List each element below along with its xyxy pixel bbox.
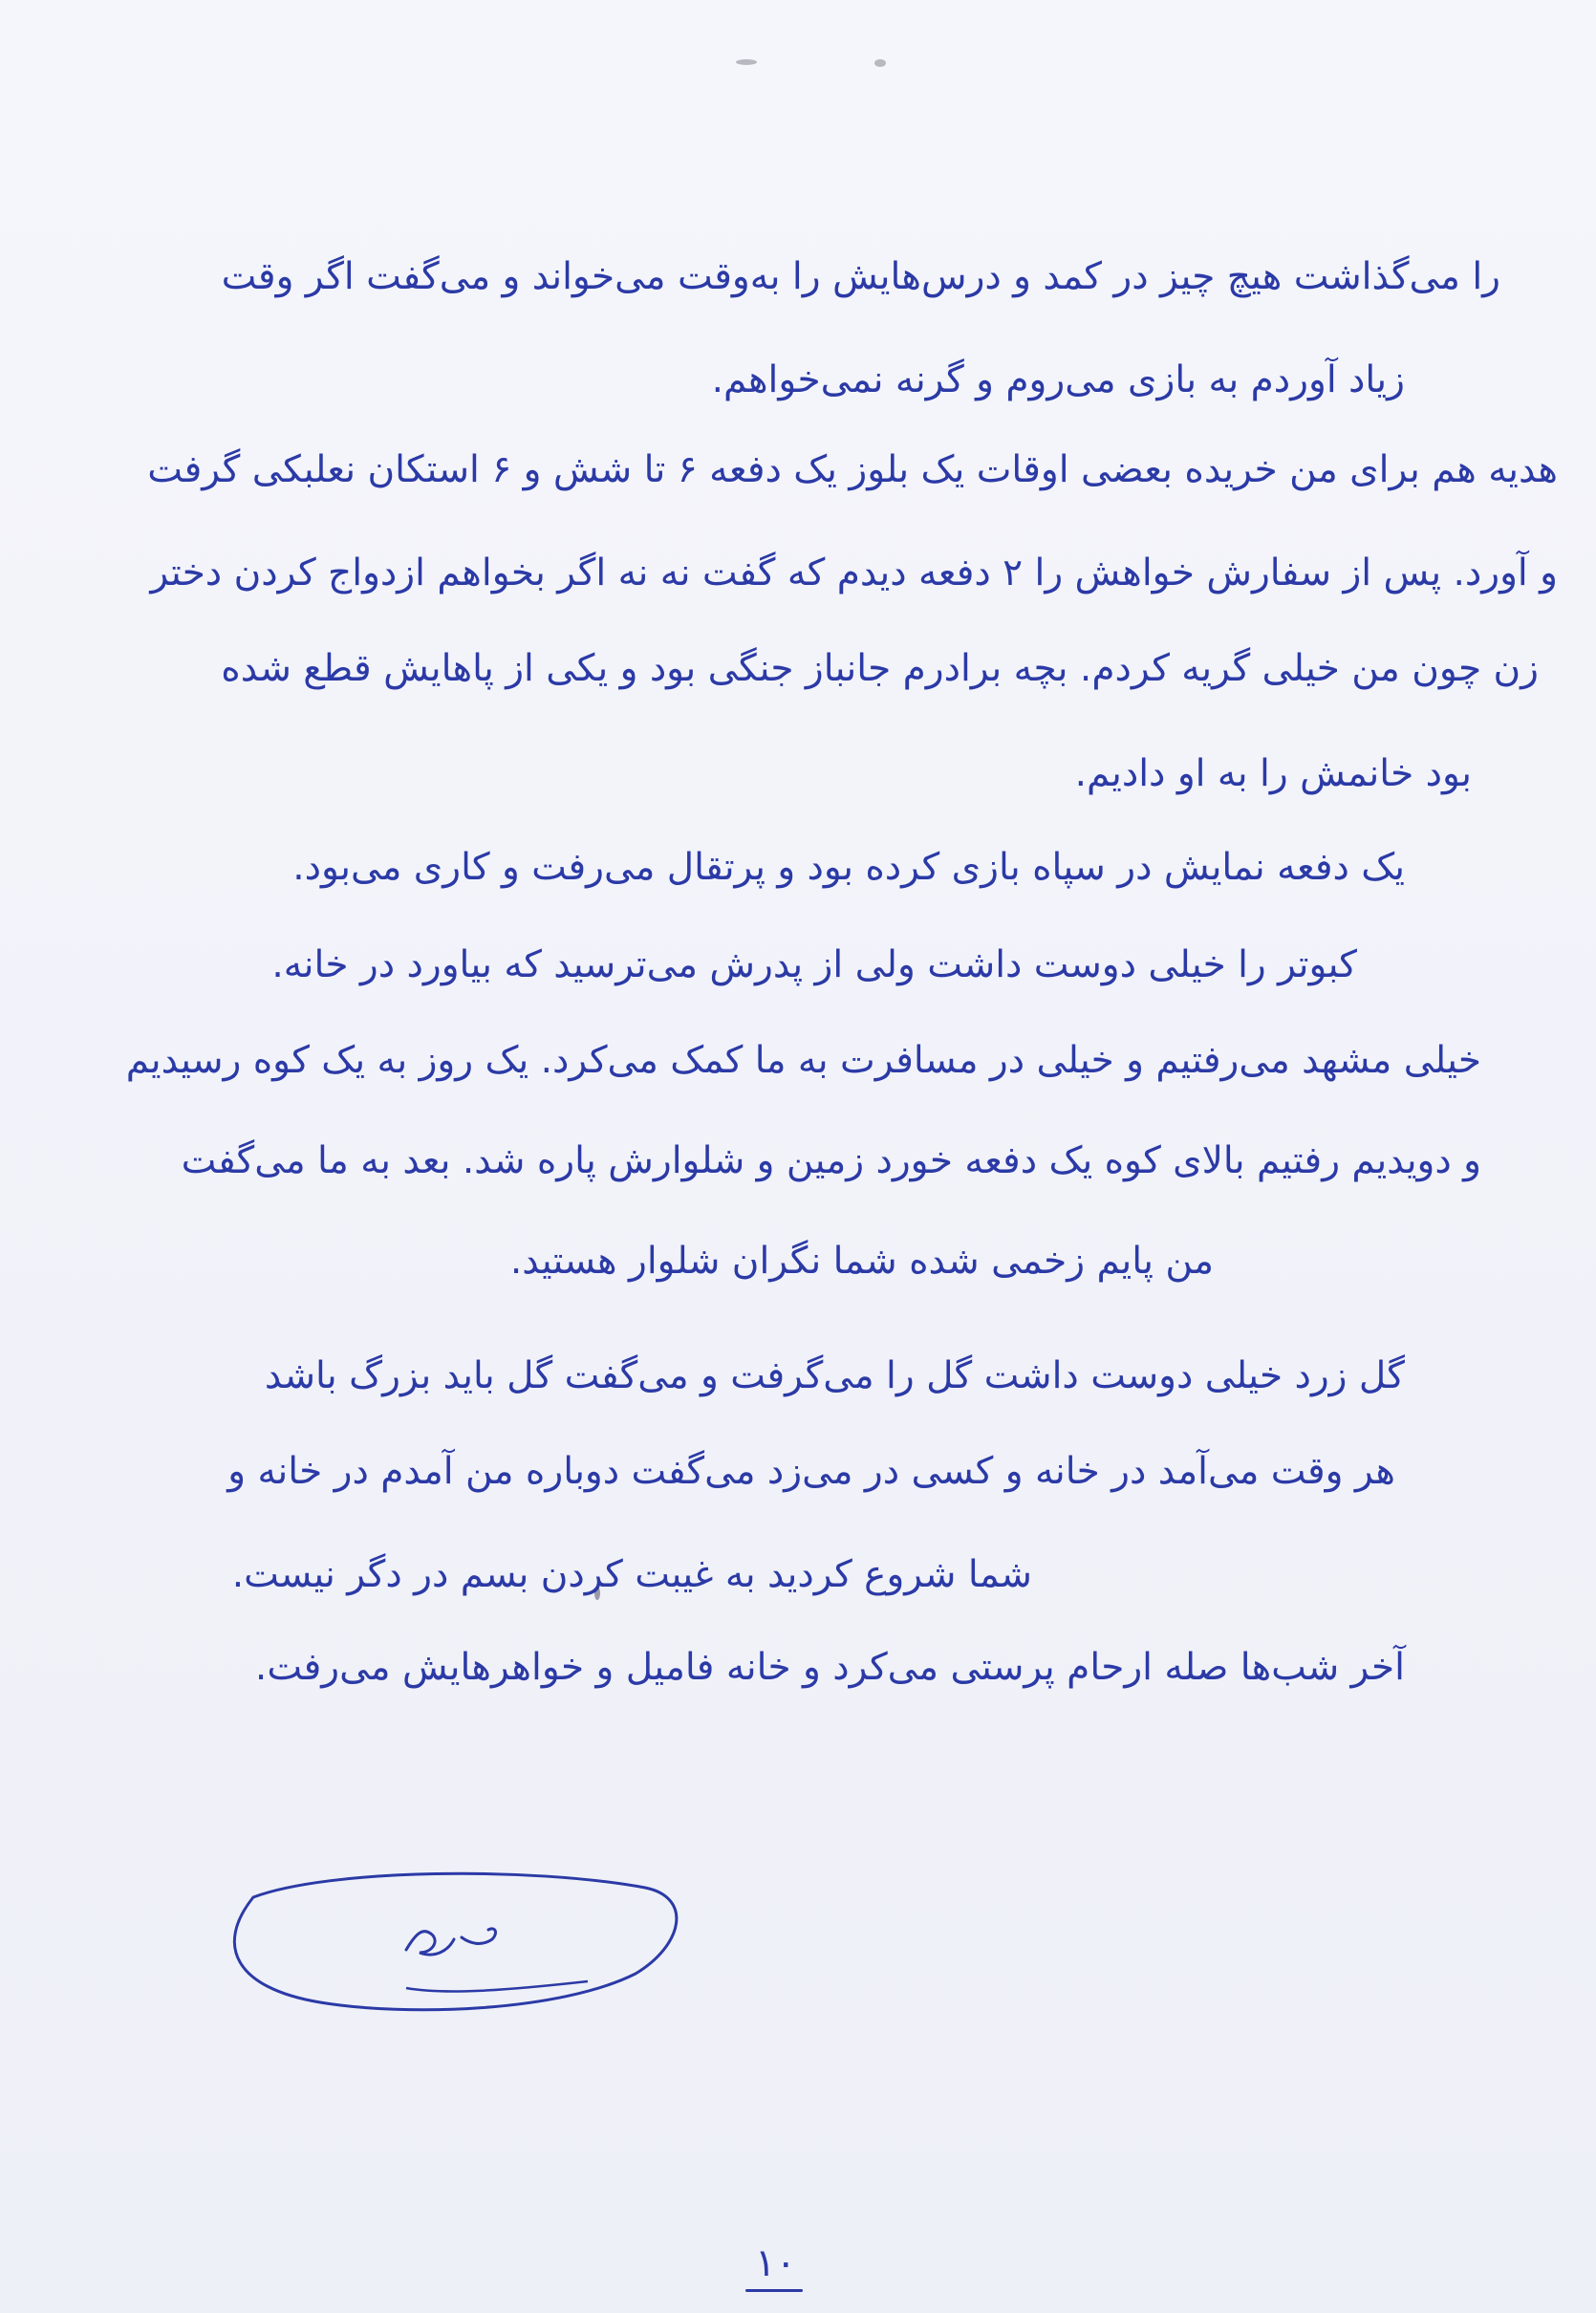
handwritten-line: آخر شب‌ها صله ارحام پرستی می‌کرد و خانه فامیل و خواهرهایش می‌رفت. (254, 1646, 1405, 1689)
handwritten-line: زن چون من خیلی گریه کردم. بچه برادرم جانباز جنگی بود و یکی از پاهایش قطع شده (221, 647, 1539, 690)
handwritten-line: و آورد. پس از سفارش خواهش را ۲ دفعه دیدم که گفت نه نه اگر بخواهم ازدواج کردن دختر (150, 551, 1558, 594)
handwritten-line: هدیه هم برای من خریده بعضی اوقات یک بلوز یک دفعه ۶ تا شش و ۶ استکان نعلبکی گرفت (147, 448, 1558, 491)
page-number: ۱۰ (755, 2241, 796, 2285)
paper-speck (874, 59, 886, 67)
handwritten-line: زیاد آوردم به بازی می‌روم و گرنه نمی‌خواهم. (711, 358, 1405, 401)
handwritten-line: شما شروع کردید به غیبت کردن بسم در دگر نیست. (231, 1553, 1032, 1596)
handwritten-line: بود خانمش را به او دادیم. (1074, 752, 1472, 795)
handwritten-line: و دویدیم رفتیم بالای کوه یک دفعه خورد زمین و شلوارش پاره شد. بعد به ما می‌گفت (181, 1139, 1481, 1182)
paper-speck (736, 59, 757, 65)
handwritten-line: گل زرد خیلی دوست داشت گل را می‌گرفت و می‌گفت گل باید بزرگ باشد (264, 1354, 1405, 1397)
handwritten-line: را می‌گذاشت هیچ چیز در کمد و درس‌هایش را به‌وقت می‌خواند و می‌گفت اگر وقت (221, 255, 1500, 298)
page-number-underline (745, 2289, 803, 2292)
handwritten-line: هر وقت می‌آمد در خانه و کسی در می‌زد می‌گفت دوباره من آمدم در خانه و (227, 1450, 1395, 1493)
handwritten-line: من پایم زخمی شده شما نگران شلوار هستید. (509, 1240, 1214, 1283)
handwritten-line: یک دفعه نمایش در سپاه بازی کرده بود و پرتقال می‌رفت و کاری می‌بود. (292, 846, 1405, 889)
signature (215, 1859, 693, 2021)
handwritten-line: خیلی مشهد می‌رفتیم و خیلی در مسافرت به ما کمک می‌کرد. یک روز به یک کوه رسیدیم (125, 1039, 1481, 1082)
handwritten-line: کبوتر را خیلی دوست داشت ولی از پدرش می‌ترسید که بیاورد در خانه. (271, 943, 1357, 986)
